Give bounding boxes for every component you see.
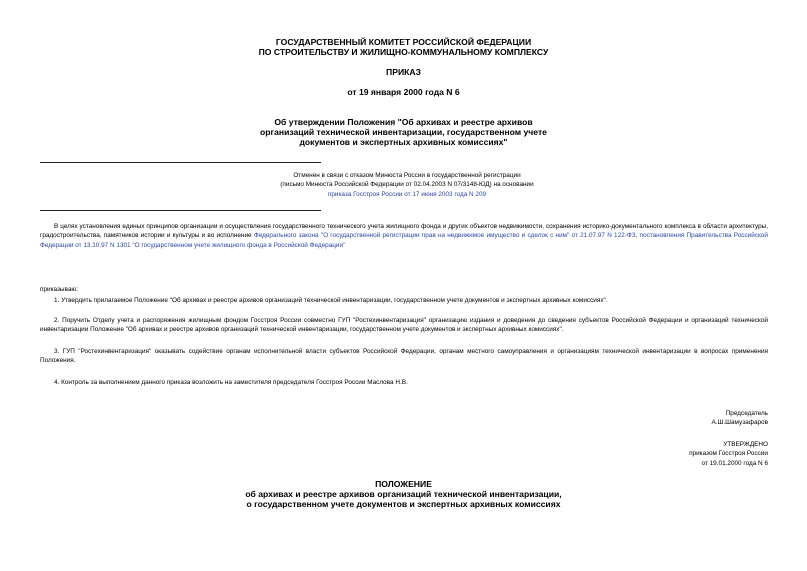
approval-word: УТВЕРЖДЕНО — [723, 441, 768, 448]
order-word: приказываю: — [40, 286, 78, 293]
divider-bottom — [40, 210, 321, 211]
federal-law-link[interactable]: Федерального закона "О государственной регистрации прав на недвижимое имущество и сделок с ним" от 21.07.97 N 122-ФЗ, постановления Правительства Российской Федерации от 13.10.97 N 1301 "О государственном учете жилищного фонда в Российской Федерации" — [40, 232, 768, 249]
cancellation-order-link[interactable]: приказа Госстроя России от 17 июня 2003 года N 209 — [327, 190, 487, 198]
title-line-1: Об утверждении Положения "Об архивах и реестре архивов — [274, 117, 533, 127]
preamble-text: В целях установления единых принципов организации и осуществления государственного технического учета жилищного фонда и других объектов недвижимости, сохранения историко-документального комплекса в области архитектуры, градостроительства, памятников истории и культуры и во исполнение — [40, 223, 768, 240]
approval-block — [560, 440, 768, 468]
order-item-4: 4. Контроль за выполнением данного приказа возложить на заместителя председателя Госстроя России Маслова Н.В. — [54, 379, 408, 386]
cancellation-line-1: Отменен в связи с отказом Минюста России в государственной регистрации — [293, 172, 521, 179]
preamble-paragraph — [40, 222, 768, 250]
document-date: от 19 января 2000 года N 6 — [347, 87, 460, 97]
order-item-1: 1. Утвердить прилагаемое Положение "Об архивах и реестре архивов организаций технической инвентаризации, государственном учете документов и экспертных архивных комиссиях". — [54, 297, 608, 304]
title-line-3: документов и экспертных архивных комиссиях" — [299, 137, 508, 147]
approval-line-2: от 19.01.2000 года N 6 — [701, 459, 768, 467]
cancellation-line-2: (письмо Минюста Российской Федерации от 02.04.2003 N 07/3148-ЮД) на основании — [280, 181, 534, 189]
org-name-line-1: ГОСУДАРСТВЕННЫЙ КОМИТЕТ РОССИЙСКОЙ ФЕДЕРАЦИИ — [275, 37, 532, 47]
order-item-3: 3. ГУП "Ростехинвентаризация" оказывать содействие органам исполнительной власти субъектов Российской Федерации, органам местного самоуправления и организациям технической инвентаризации в вопросах применения Положения. — [40, 348, 768, 365]
signature-block — [560, 409, 768, 428]
org-name-line-2: ПО СТРОИТЕЛЬСТВУ И ЖИЛИЩНО-КОММУНАЛЬНОМУ КОМПЛЕКСУ — [258, 47, 549, 57]
cancellation-note — [212, 171, 602, 199]
signature-role: Председатель — [725, 410, 768, 417]
annex-line-2: о государственном учете документов и экспертных архивных комиссиях — [246, 499, 561, 509]
signature-name: А.Ш.Шамузафаров — [711, 419, 768, 427]
document-type: ПРИКАЗ — [386, 67, 421, 77]
annex-line-1: об архивах и реестре архивов организаций технической инвентаризации, — [245, 489, 562, 499]
title-line-2: организаций технической инвентаризации, государственном учете — [260, 127, 547, 137]
document-title — [0, 117, 807, 147]
annex-title — [0, 479, 807, 509]
divider-top — [40, 162, 321, 163]
approval-line-1: приказом Госстроя России — [689, 450, 768, 458]
org-name — [0, 37, 807, 57]
order-item-2: 2. Поручить Отделу учета и распоряжения жилищным фондом Госстроя России совместно ГУП "Ростехинвентаризация" организацию издания и доведения до сведения субъектов Российской Федерации и организаций технической инвентаризации Положение "Об архивах и реестре архивов организаций технической инвентаризации, государственном учете документов и экспертных архивных комиссиях". — [40, 317, 768, 334]
annex-heading: ПОЛОЖЕНИЕ — [375, 479, 432, 489]
